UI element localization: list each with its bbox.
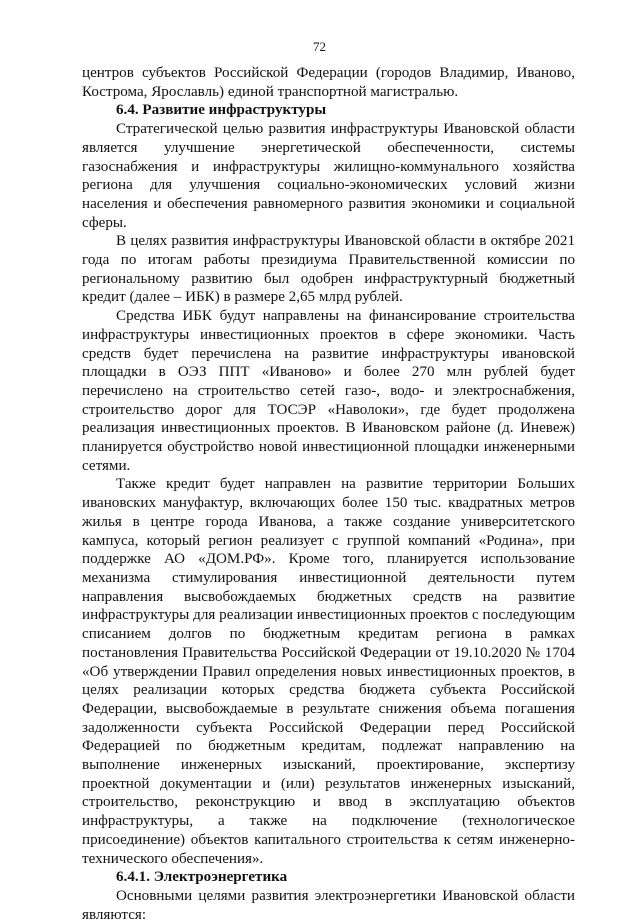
body-text — [82, 64, 575, 924]
paragraph-continuation: центров субъектов Российской Федерации (городов Владимир, Иваново, Кострома, Ярославль) единой транспортной магистралью. — [82, 65, 575, 100]
paragraph-ibk-funds: Средства ИБК будут направлены на финансирование строительства инфраструктуры инвестиционных проектов в сфере экономики. Часть средств будет перечислена на развитие инфраструктуры ивановской площадки в ОЭЗ ППТ «Иваново» и более 270 млн рублей будет перечислено на строительство сетей газо-, водо- и электроснабжения, строительство дорог для ТОСЭР «Наволоки», где будет продолжена реализация инвестиционных проектов. В Ивановском районе (д. Иневеж) планируется обустройство новой инвестиционной площадки инженерными сетями. — [82, 308, 575, 474]
paragraph-strategic-goal: Стратегической целью развития инфраструктуры Ивановской области является улучшение энергетической обеспеченности, системы газоснабжения и инфраструктуры жилищно-коммунального хозяйства региона для улучшения социально-экономических условий жизни населения и обеспечения равномерного развития экономики и социальной сферы. — [82, 121, 575, 231]
paragraph-electro-goals: Основными целями развития электроэнергетики Ивановской области являются: — [82, 887, 575, 923]
page-number: 72 — [313, 39, 326, 54]
paragraph-infrastructure-credit: В целях развития инфраструктуры Ивановской области в октябре 2021 года по итогам работы президиума Правительственной комиссии по региональному развитию был одобрен инфраструктурный бюджетный кредит (далее – ИБК) в размере 2,65 млрд рублей. — [82, 233, 575, 306]
subsection-heading-6-4-1: 6.4.1. Электроэнергетика — [116, 869, 288, 886]
section-heading-6-4: 6.4. Развитие инфраструктуры — [116, 102, 327, 119]
paragraph-credit-directions: Также кредит будет направлен на развитие территории Больших ивановских мануфактур, включающих более 150 тыс. квадратных метров жилья в центре города Иванова, а также создание университетского кампуса, который регион реализует с группой компаний «Родина», при поддержке АО «ДОМ.РФ». Кроме того, планируется использование механизма стимулирования инвестиционной деятельности путем направления высвобождаемых бюджетных средств на развитие инфраструктуры для реализации инвестиционных проектов с последующим списанием долгов по бюджетным кредитам региона в рамках постановления Правительства Российской Федерации от 19.10.2020 № 1704 «Об утверждении Правил определения новых инвестиционных проектов, в целях реализации которых средства бюджета субъекта Российской Федерации, высвобождаемые в результате снижения объема погашения задолженности субъекта Российской Федерации перед Российской Федерацией по бюджетным кредитам, подлежат направлению на выполнение инженерных изысканий, проектирование, экспертизу проектной документации и (или) результатов инженерных изысканий, строительство, реконструкцию и ввод в эксплуатацию объектов инфраструктуры, а также на подключение (технологическое присоединение) объектов капитального строительства к сетям инженерно-технического обеспечения». — [82, 476, 575, 867]
